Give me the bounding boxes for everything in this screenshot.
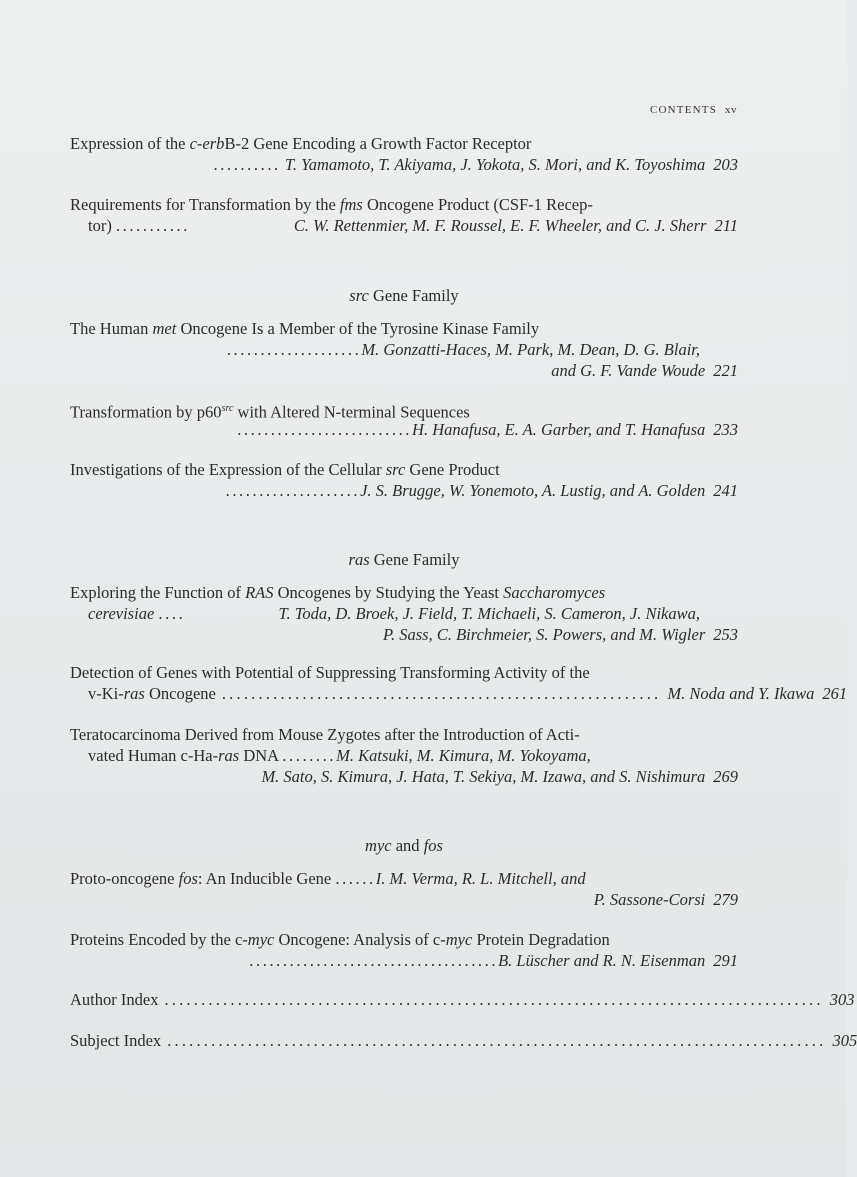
page-number: 253 — [713, 625, 738, 644]
entry-title: Proteins Encoded by the c-myc Oncogene: Analysis of c-myc Protein Degradation — [70, 930, 610, 949]
entry-authors-cont: P. Sass, C. Birchmeier, S. Powers, and M. Wigler 253 — [383, 625, 738, 644]
entry-title-cont: tor) ........... C. W. Rettenmier, M. F. Roussel, E. F. Wheeler, and C. J. Sherr 211 — [88, 216, 738, 235]
entry-title-cont: vated Human c-Ha-ras DNA ........M. Katsuki, M. Kimura, M. Yokoyama, — [88, 746, 591, 765]
toc-entry-subject-index[interactable] — [70, 1030, 857, 1051]
entry-title: Teratocarcinoma Derived from Mouse Zygotes after the Introduction of Acti- — [70, 725, 580, 744]
toc-entry[interactable] — [70, 133, 738, 175]
page-number: 291 — [713, 951, 738, 970]
index-label: Subject Index — [70, 1031, 162, 1050]
entry-title: Detection of Genes with Potential of Suppressing Transforming Activity of the — [70, 663, 590, 682]
header-page-number: xv — [725, 104, 737, 116]
toc-entry[interactable] — [70, 582, 738, 645]
entry-authors: ....................J. S. Brugge, W. Yonemoto, A. Lustig, and A. Golden 241 — [225, 481, 738, 500]
entry-authors: ..........................H. Hanafusa, E. A. Garber, and T. Hanafusa 233 — [237, 420, 738, 439]
page-number: 211 — [714, 216, 738, 235]
entry-authors: .....................................B. Lüscher and R. N. Eisenman 291 — [249, 951, 738, 970]
toc-entry[interactable] — [70, 459, 738, 501]
toc-entry[interactable] — [70, 194, 738, 236]
page-number: 221 — [713, 361, 738, 380]
entry-title: Investigations of the Expression of the Cellular src Gene Product — [70, 460, 500, 479]
toc-entry-author-index[interactable] — [70, 989, 855, 1010]
running-header — [650, 104, 737, 116]
toc-entry[interactable] — [70, 398, 738, 440]
page-number: 269 — [713, 767, 738, 786]
toc-entry[interactable] — [70, 868, 738, 910]
toc-entry[interactable] — [70, 318, 738, 381]
section-heading: ras Gene Family — [348, 550, 460, 569]
entry-title-cont: cerevisiae .... T. Toda, D. Broek, J. Field, T. Michaeli, S. Cameron, J. Nikawa, — [88, 604, 700, 623]
page-number: 305 — [832, 1031, 857, 1050]
header-label: CONTENTS — [649, 104, 717, 116]
entry-authors-cont: and G. F. Vande Woude 221 — [551, 361, 738, 380]
entry-authors: ....................M. Gonzatti-Haces, M. Park, M. Dean, D. G. Blair, — [226, 340, 700, 359]
entry-title: Proto-oncogene fos: An Inducible Gene ......I. M. Verma, R. L. Mitchell, and — [70, 869, 586, 888]
entry-authors-cont: P. Sassone-Corsi 279 — [593, 890, 738, 909]
entry-title: Requirements for Transformation by the fms Oncogene Product (CSF-1 Recep- — [70, 195, 593, 214]
entry-title: Exploring the Function of RAS Oncogenes by Studying the Yeast Saccharomyces — [70, 583, 606, 602]
index-label: Author Index — [70, 990, 159, 1009]
section-heading: myc and fos — [365, 836, 443, 855]
dot-leader: ............................................................ — [221, 684, 662, 703]
toc-entry[interactable] — [70, 724, 738, 787]
page-number: 241 — [713, 481, 738, 500]
toc-entry[interactable] — [70, 929, 738, 971]
section-heading: src Gene Family — [349, 286, 459, 305]
dot-leader: .......................................................................................... — [167, 1031, 827, 1050]
page-number: 203 — [713, 155, 738, 174]
entry-authors-cont: M. Sato, S. Kimura, J. Hata, T. Sekiya, M. Izawa, and S. Nishimura 269 — [261, 767, 738, 786]
entry-authors: .......... T. Yamamoto, T. Akiyama, J. Yokota, S. Mori, and K. Toyoshima 203 — [213, 155, 738, 174]
entry-title: Transformation by $p60^{src}$ with Altered N-terminal Sequences — [70, 402, 470, 422]
page-number: 233 — [713, 420, 738, 439]
entry-title: Expression of the c-erbB-2 Gene Encoding a Growth Factor Receptor — [70, 134, 532, 153]
entry-title: The Human met Oncogene Is a Member of the Tyrosine Kinase Family — [70, 319, 540, 338]
entry-title-cont: v-Ki-ras Oncogene ............................................................ M. Noda and Y. Ikawa 261 — [88, 684, 848, 703]
page-number: 303 — [829, 990, 855, 1009]
page-number: 279 — [713, 890, 738, 909]
dot-leader: .......................................................................................... — [164, 990, 824, 1009]
toc-entry[interactable] — [70, 662, 848, 704]
page-number: 261 — [822, 684, 848, 703]
